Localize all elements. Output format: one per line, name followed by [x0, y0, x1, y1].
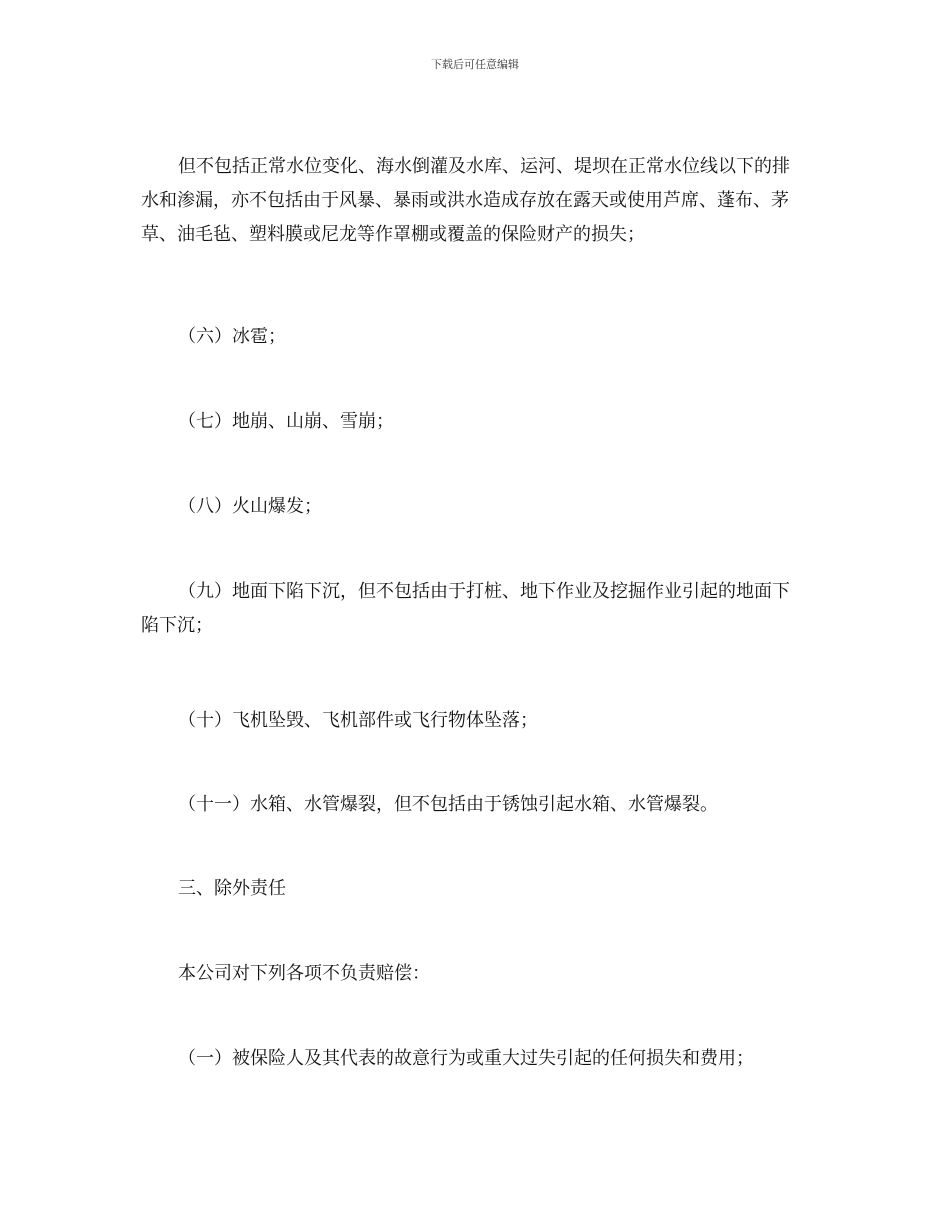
paragraph-line: （九）地面下陷下沉，但不包括由于打桩、地下作业及挖掘作业引起的地面下 — [178, 581, 790, 602]
item-subsidence — [141, 575, 790, 643]
paragraph-line: 水和渗漏，亦不包括由于风暴、暴雨或洪水造成存放在露天或使用芦席、蓬布、茅 — [141, 190, 789, 211]
item-aircraft: （十）飞机坠毁、飞机部件或飞行物体坠落； — [178, 710, 538, 731]
paragraph-line: 陷下沉； — [141, 615, 213, 636]
section-heading-exclusions: 三、除外责任 — [178, 878, 286, 899]
item-volcano: （八）火山爆发； — [178, 496, 322, 517]
paragraph-line: 但不包括正常水位变化、海水倒灌及水库、运河、堤坝在正常水位线以下的排 — [178, 156, 790, 177]
paragraph-line: 草、油毛毡、塑料膜或尼龙等作罩棚或覆盖的保险财产的损失； — [141, 224, 645, 245]
exclusions-intro: 本公司对下列各项不负责赔偿： — [178, 963, 430, 984]
page-header: 下载后可任意编辑 — [431, 58, 519, 71]
exclusion-item-intentional: （一）被保险人及其代表的故意行为或重大过失引起的任何损失和费用； — [178, 1048, 754, 1069]
item-hail: （六）冰雹； — [178, 326, 286, 347]
paragraph-flood-exclusions — [141, 150, 790, 252]
item-landslide: （七）地崩、山崩、雪崩； — [178, 411, 394, 432]
item-water-tank: （十一）水箱、水管爆裂，但不包括由于锈蚀引起水箱、水管爆裂。 — [178, 794, 718, 815]
